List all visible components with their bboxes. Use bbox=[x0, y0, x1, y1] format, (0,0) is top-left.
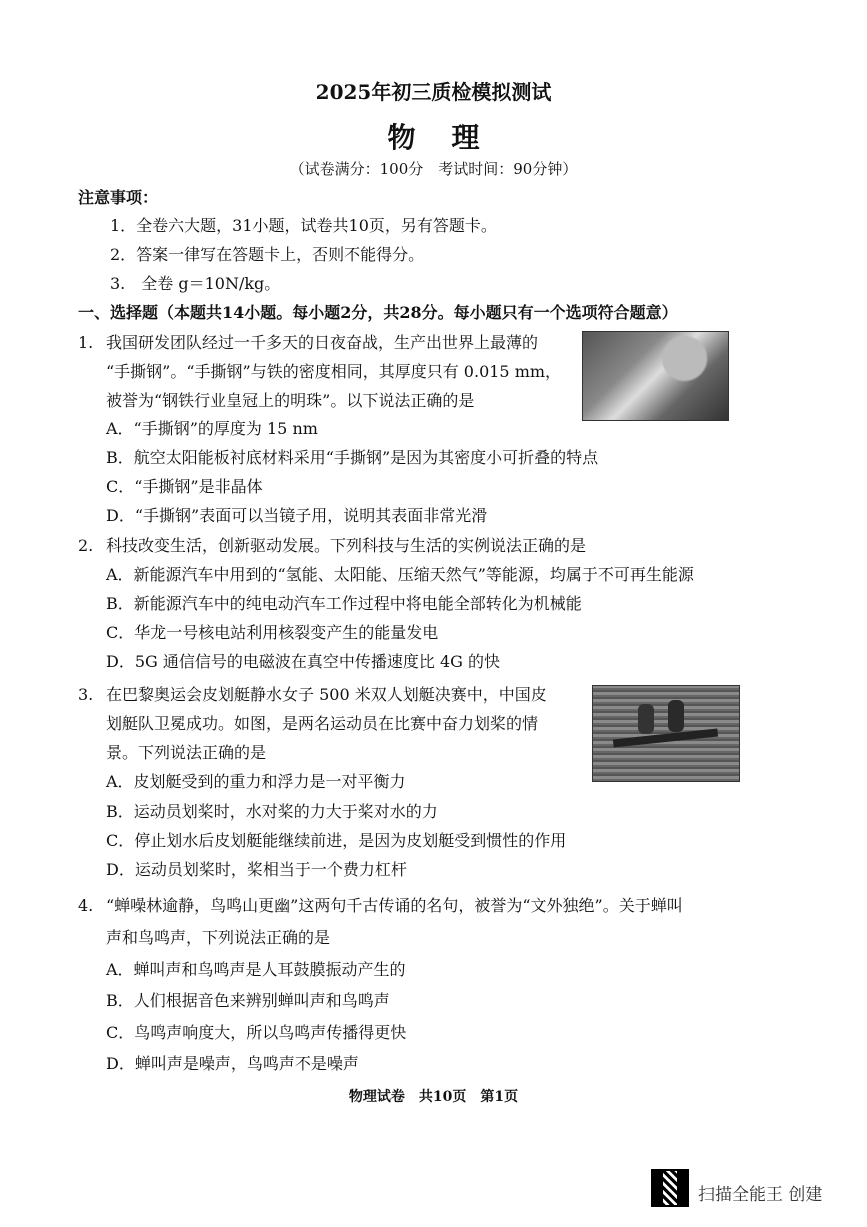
question-stem: 被誉为“钢铁行业皇冠上的明珠”。以下说法正确的是 bbox=[106, 391, 475, 410]
option-c: C．鸟鸣声响度大，所以鸟鸣声传播得更快 bbox=[106, 1023, 407, 1042]
hand-tearing-steel-photo bbox=[582, 331, 729, 421]
question-number: 1. bbox=[78, 333, 94, 352]
question-stem: 我国研发团队经过一千多天的日夜奋战，生产出世界上最薄的 bbox=[106, 333, 539, 352]
athlete-shape bbox=[638, 704, 654, 734]
option-a: A．“手撕钢”的厚度为 15 nm bbox=[106, 419, 318, 438]
option-d: D．运动员划桨时，桨相当于一个费力杠杆 bbox=[106, 860, 407, 879]
question-number: 3. bbox=[78, 685, 94, 704]
note-item: 1．全卷六大题，31小题，试卷共10页，另有答题卡。 bbox=[110, 216, 497, 235]
question-number: 2. bbox=[78, 536, 94, 555]
section-heading: 一、选择题（本题共14小题。每小题2分，共28分。每小题只有一个选项符合题意） bbox=[78, 303, 678, 322]
page-footer: 物理试卷 共10页 第1页 bbox=[348, 1089, 519, 1105]
question-stem: 在巴黎奥运会皮划艇静水女子 500 米双人划艇决赛中，中国皮 bbox=[106, 685, 547, 704]
note-item: 2．答案一律写在答题卡上，否则不能得分。 bbox=[110, 245, 425, 264]
notes-heading: 注意事项： bbox=[78, 188, 159, 207]
kayak-race-photo bbox=[592, 685, 740, 782]
question-stem: 景。下列说法正确的是 bbox=[106, 743, 267, 762]
exam-title: 2025年初三质检模拟测试 bbox=[315, 80, 552, 104]
option-d: D．5G 通信信号的电磁波在真空中传播速度比 4G 的快 bbox=[106, 652, 501, 671]
scanner-watermark: 扫描全能王 创建 bbox=[698, 1185, 823, 1205]
option-b: B．人们根据音色来辨别蝉叫声和鸟鸣声 bbox=[106, 991, 390, 1010]
option-c: C．华龙一号核电站利用核裂变产生的能量发电 bbox=[106, 623, 439, 642]
athlete-shape bbox=[668, 700, 684, 732]
subject-title: 物理 bbox=[387, 121, 516, 154]
exam-info: （试卷满分：100分 考试时间：90分钟） bbox=[289, 160, 578, 178]
qr-code-icon bbox=[651, 1169, 689, 1207]
option-a: A．皮划艇受到的重力和浮力是一对平衡力 bbox=[106, 772, 406, 791]
kayak-shape bbox=[613, 729, 718, 748]
option-b: B．新能源汽车中的纯电动汽车工作过程中将电能全部转化为机械能 bbox=[106, 594, 582, 613]
option-c: C．停止划水后皮划艇能继续前进，是因为皮划艇受到惯性的作用 bbox=[106, 831, 567, 850]
option-d: D．“手撕钢”表面可以当镜子用，说明其表面非常光滑 bbox=[106, 506, 488, 525]
option-a: A．新能源汽车中用到的“氢能、太阳能、压缩天然气”等能源，均属于不可再生能源 bbox=[106, 565, 694, 584]
question-stem: 声和鸟鸣声，下列说法正确的是 bbox=[106, 928, 331, 947]
option-d: D．蝉叫声是噪声，鸟鸣声不是噪声 bbox=[106, 1054, 359, 1073]
option-b: B．运动员划桨时，水对桨的力大于桨对水的力 bbox=[106, 802, 438, 821]
question-stem: 科技改变生活，创新驱动发展。下列科技与生活的实例说法正确的是 bbox=[106, 536, 587, 555]
question-stem: “手撕钢”。“手撕钢”与铁的密度相同，其厚度只有 0.015 mm， bbox=[106, 362, 562, 381]
note-item: 3. 全卷 g＝10N/kg。 bbox=[110, 274, 281, 293]
question-stem: 划艇队卫冕成功。如图，是两名运动员在比赛中奋力划桨的情 bbox=[106, 714, 539, 733]
option-b: B．航空太阳能板衬底材料采用“手撕钢”是因为其密度小可折叠的特点 bbox=[106, 448, 599, 467]
question-stem: “蝉噪林逾静，鸟鸣山更幽”这两句千古传诵的名句，被誉为“文外独绝”。关于蝉叫 bbox=[106, 896, 683, 915]
option-c: C．“手撕钢”是非晶体 bbox=[106, 477, 263, 496]
question-number: 4. bbox=[78, 896, 94, 915]
option-a: A．蝉叫声和鸟鸣声是人耳鼓膜振动产生的 bbox=[106, 960, 406, 979]
